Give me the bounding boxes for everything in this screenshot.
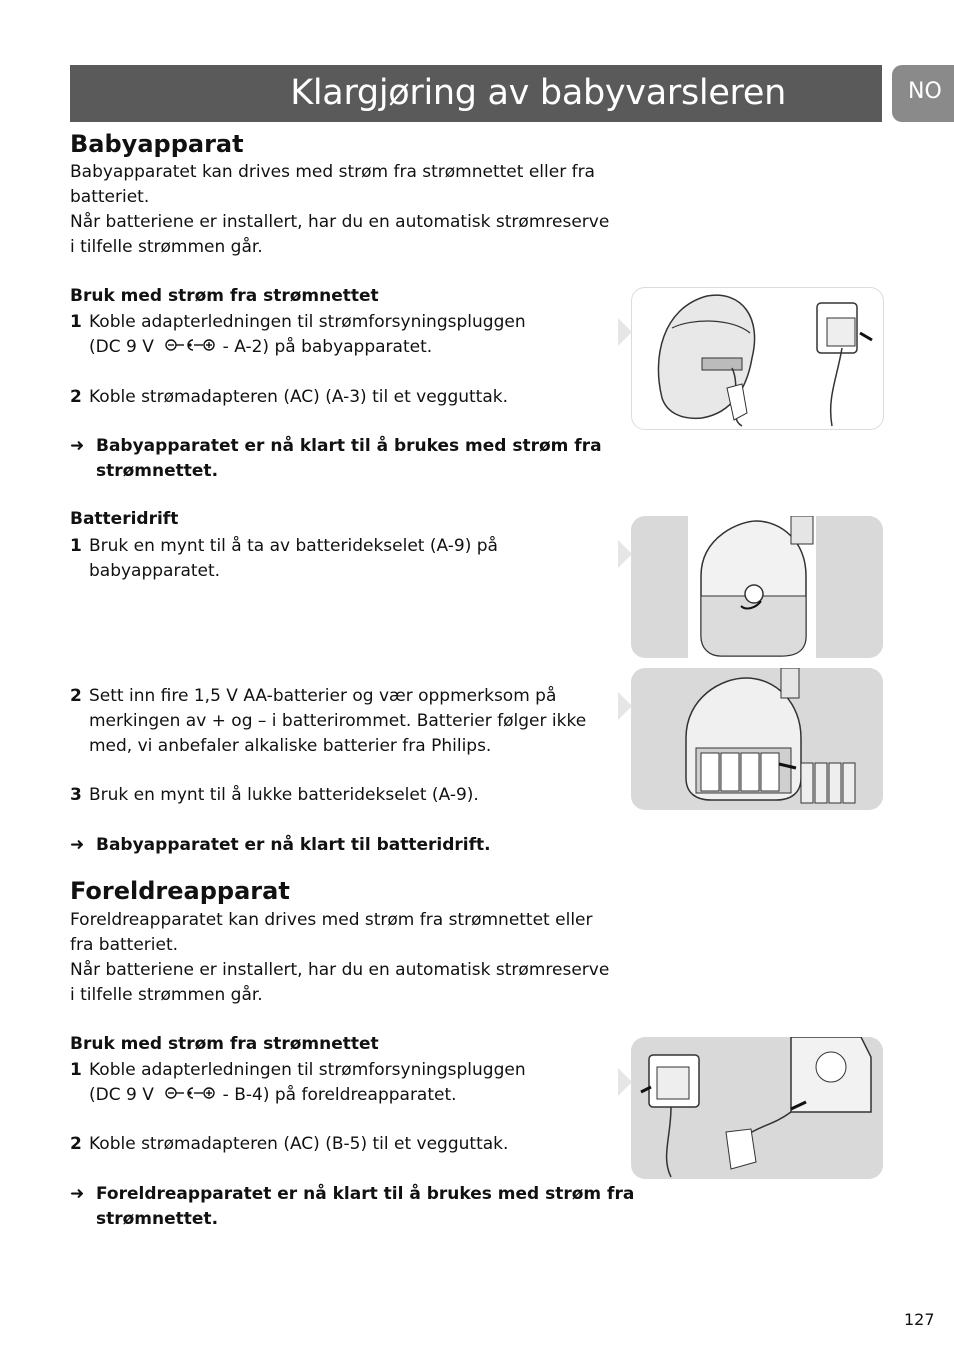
step-text: Bruk en mynt til å lukke batteridekselet (A-9).	[89, 785, 479, 805]
figure-pointer	[618, 1068, 632, 1096]
step-number: 2	[70, 686, 82, 706]
section-heading-parent-unit: Foreldreapparat	[70, 877, 290, 905]
baby-battery-step-1	[70, 534, 509, 584]
step-number: 1	[70, 536, 82, 556]
baby-mains-heading: Bruk med strøm fra strømnettet	[70, 286, 379, 306]
parent-unit-adapter-illustration	[631, 1037, 883, 1179]
step-number: 2	[70, 387, 82, 407]
step-text: Koble strømadapteren (AC) (B-5) til et vegguttak.	[89, 1134, 509, 1154]
figure-baby-unit-battery-insert	[631, 668, 883, 810]
baby-intro-1: Babyapparatet kan drives med strøm fra strømnettet eller fra batteriet.	[70, 162, 595, 207]
battery-cover-illustration	[631, 516, 883, 658]
result-text: Babyapparatet er nå klart til batteridrift.	[96, 835, 491, 855]
polarity-suffix: - B-4) på foreldreapparatet.	[222, 1085, 457, 1105]
language-code: NO	[908, 79, 942, 104]
page-title: Klargjøring av babyvarsleren	[290, 73, 786, 113]
parent-mains-step-2	[70, 1132, 629, 1157]
figure-pointer	[618, 318, 632, 346]
polarity-symbol-icon	[163, 338, 217, 354]
page-number: 127	[904, 1310, 935, 1329]
baby-battery-heading: Batteridrift	[70, 509, 179, 529]
step-number: 3	[70, 785, 82, 805]
figure-pointer	[618, 692, 632, 720]
step-text: Koble adapterledningen til strømforsyningspluggen	[89, 312, 526, 332]
baby-mains-result	[70, 434, 636, 484]
parent-intro-2: Når batteriene er installert, har du en automatisk strømreserve i tilfelle strømmen går.	[70, 960, 610, 1005]
result-text: Foreldreapparatet er nå klart til å brukes med strøm fra strømnettet.	[96, 1184, 635, 1229]
polarity-symbol-icon	[163, 1086, 217, 1102]
result-text: Babyapparatet er nå klart til å brukes med strøm fra strømnettet.	[96, 436, 602, 481]
page-header	[70, 65, 882, 122]
baby-mains-step-2	[70, 385, 629, 410]
baby-battery-step-2	[70, 684, 629, 759]
figure-pointer	[618, 540, 632, 568]
baby-unit-adapter-illustration	[632, 288, 883, 429]
baby-battery-result	[70, 833, 636, 858]
battery-insert-illustration	[631, 668, 883, 810]
figure-baby-unit-battery-cover	[631, 516, 883, 658]
step-number: 1	[70, 1060, 82, 1080]
polarity-prefix: (DC 9 V	[89, 337, 154, 357]
polarity-prefix: (DC 9 V	[89, 1085, 154, 1105]
parent-intro-1: Foreldreapparatet kan drives med strøm fra strømnettet eller fra batteriet.	[70, 910, 593, 955]
baby-intro-2: Når batteriene er installert, har du en automatisk strømreserve i tilfelle strømmen går.	[70, 212, 610, 257]
language-tab	[892, 65, 954, 122]
figure-parent-unit-mains	[631, 1037, 883, 1179]
step-number: 1	[70, 312, 82, 332]
step-text: Koble strømadapteren (AC) (A-3) til et vegguttak.	[89, 387, 509, 407]
baby-battery-step-3	[70, 783, 629, 808]
figure-baby-unit-mains	[631, 287, 884, 430]
arrow-icon: ➜	[70, 436, 85, 456]
baby-mains-step-1	[70, 310, 629, 360]
arrow-icon: ➜	[70, 1184, 85, 1204]
parent-mains-heading: Bruk med strøm fra strømnettet	[70, 1034, 379, 1054]
step-text: Sett inn fire 1,5 V AA-batterier og vær oppmerksom på merkingen av + og – i batterirommet. Batterier følger ikke med, vi anbefaler alkaliske batterier fra Philips.	[89, 686, 587, 756]
arrow-icon: ➜	[70, 835, 85, 855]
polarity-suffix: - A-2) på babyapparatet.	[222, 337, 433, 357]
parent-mains-step-1	[70, 1058, 629, 1108]
step-text: Koble adapterledningen til strømforsyningspluggen	[89, 1060, 526, 1080]
step-number: 2	[70, 1134, 82, 1154]
step-text: Bruk en mynt til å ta av batteridekselet (A-9) på babyapparatet.	[89, 536, 498, 581]
parent-mains-result	[70, 1182, 636, 1232]
section-heading-baby-unit: Babyapparat	[70, 130, 244, 158]
